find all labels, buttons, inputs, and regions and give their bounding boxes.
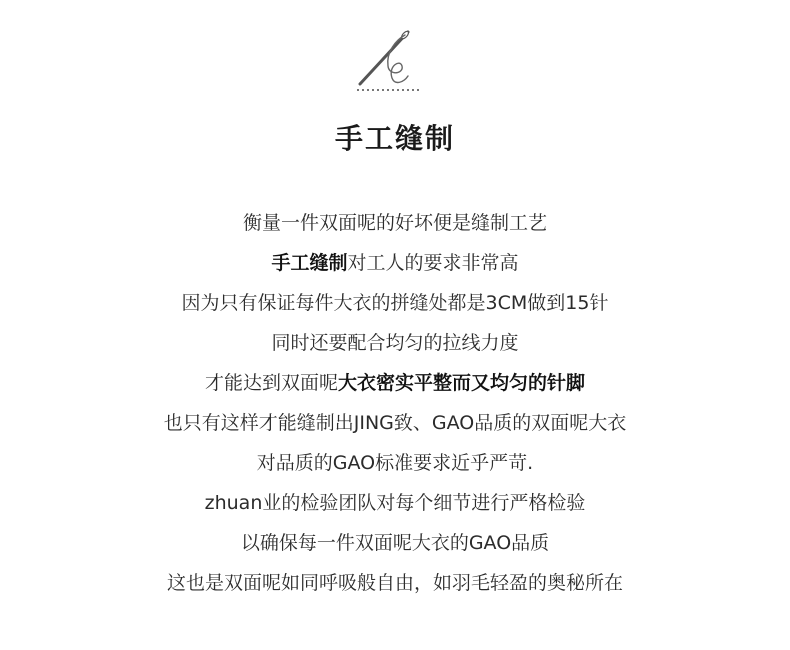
text-line-5-pre: 才能达到双面呢 [204, 372, 338, 394]
text-line-7: 对品质的GAO标准要求近乎严苛. [256, 452, 534, 474]
text-line [0, 203, 790, 243]
emphasis-text: 大衣密实平整而又均匀的针脚 [338, 372, 586, 394]
text-line [0, 563, 790, 603]
text-line [0, 483, 790, 523]
text-line-9: 以确保每一件双面呢大衣的GAO品质 [240, 532, 550, 554]
text-line-8: zhuan业的检验团队对每个细节进行严格检验 [204, 492, 586, 514]
text-line [0, 443, 790, 483]
text-line [0, 243, 790, 283]
text-line-3: 因为只有保证每件大衣的拼缝处都是3CM做到15针 [181, 292, 609, 314]
page-title: 手工缝制 [334, 122, 455, 155]
text-line [0, 403, 790, 443]
text-line [0, 523, 790, 563]
text-line [0, 323, 790, 363]
emphasis-text: 手工缝制 [271, 252, 348, 274]
text-line-4: 同时还要配合均匀的拉线力度 [271, 332, 519, 354]
text-line [0, 363, 790, 403]
text-line [0, 283, 790, 323]
text-line-2-rest: 对工人的要求非常高 [347, 252, 519, 274]
text-line-6: 也只有这样才能缝制出JING致、GAO品质的双面呢大衣 [163, 412, 627, 434]
description-block [0, 203, 790, 603]
text-line-1: 衡量一件双面呢的好坏便是缝制工艺 [242, 212, 547, 234]
needle-thread-icon [352, 26, 424, 96]
text-line-10: 这也是双面呢如同呼吸般自由，如羽毛轻盈的奥秘所在 [166, 572, 623, 594]
